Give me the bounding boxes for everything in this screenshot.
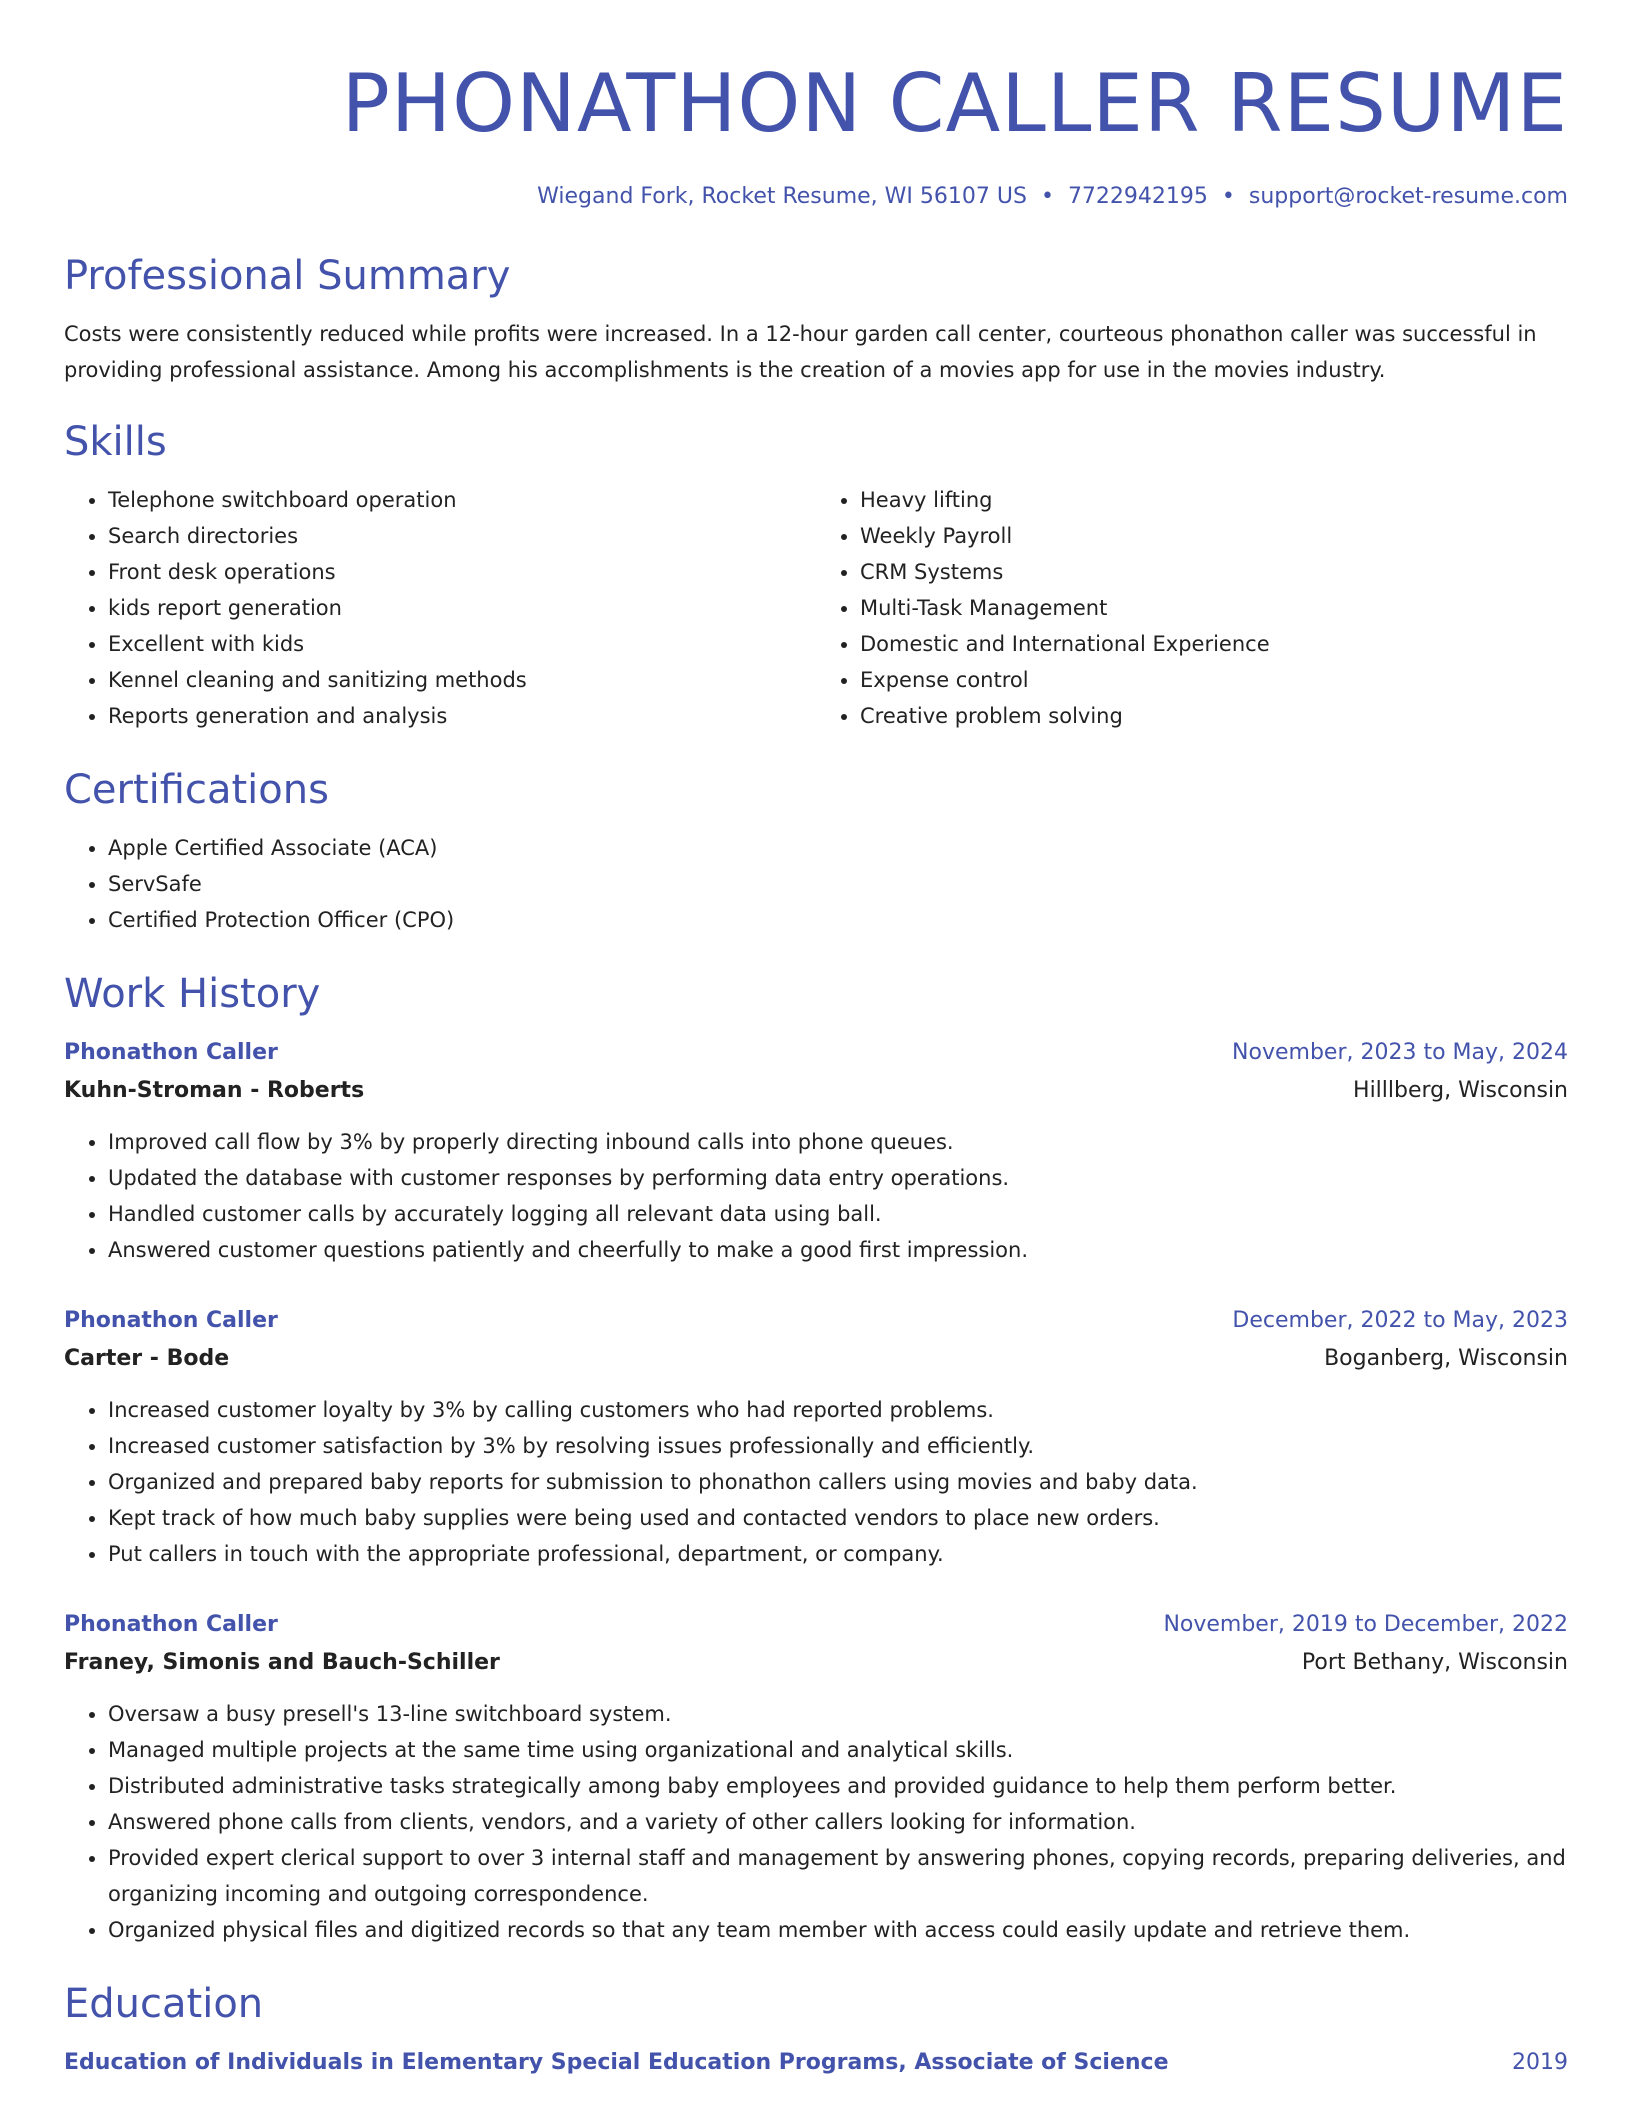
degree: Education of Individuals in Elementary Special Education Programs, Associate of Science xyxy=(64,2050,1169,2075)
job-bullet: • Increased customer satisfaction by 3% by resolving issues professionally and efficiently. xyxy=(108,1428,1568,1464)
resume-title: PHONATHON CALLER RESUME xyxy=(341,57,1568,150)
job-header-row xyxy=(64,1606,1568,1644)
skill-item: • Search directories xyxy=(108,518,816,554)
section-heading: Certifications xyxy=(64,767,329,813)
job-header-row xyxy=(64,1034,1568,1072)
job-company-row xyxy=(64,1340,1568,1378)
job-bullet: • Managed multiple projects at the same time using organizational and analytical skills. xyxy=(108,1732,1568,1768)
job-header-row xyxy=(64,1302,1568,1340)
certifications-section xyxy=(64,764,1568,938)
section-heading: Skills xyxy=(64,419,167,465)
certification-item: • Apple Certified Associate (ACA) xyxy=(108,830,1568,866)
skill-item: • Weekly Payroll xyxy=(860,518,1568,554)
job-title: Phonathon Caller xyxy=(64,1308,278,1333)
job-bullet: • Updated the database with customer responses by performing data entry operations. xyxy=(108,1160,1568,1196)
skill-item: • Reports generation and analysis xyxy=(108,698,816,734)
graduation-year: 2019 xyxy=(1512,2050,1568,2075)
contact-line xyxy=(64,182,1568,212)
skill-item: • Domestic and International Experience xyxy=(860,626,1568,662)
job-entry xyxy=(64,1302,1568,1572)
job-bullet: • Improved call flow by 3% by properly directing inbound calls into phone queues. xyxy=(108,1124,1568,1160)
job-bullet: • Answered phone calls from clients, vendors, and a variety of other callers looking for information. xyxy=(108,1804,1568,1840)
job-location: Boganberg, Wisconsin xyxy=(1324,1346,1568,1371)
job-entry xyxy=(64,1606,1568,1948)
job-company: Franey, Simonis and Bauch-Schiller xyxy=(64,1650,500,1675)
education-entry xyxy=(64,2044,1568,2082)
skill-item: • Excellent with kids xyxy=(108,626,816,662)
job-bullet: • Provided expert clerical support to over 3 internal staff and management by answering phones, copying records, preparing deliveries, and organizing incoming and outgoing correspondence. xyxy=(108,1840,1568,1912)
skills-section xyxy=(64,416,1568,734)
section-heading: Professional Summary xyxy=(64,253,511,299)
email: support@rocket-resume.com xyxy=(1248,184,1568,209)
job-company: Carter - Bode xyxy=(64,1346,230,1371)
professional-summary-section xyxy=(64,250,1568,388)
job-bullet: • Increased customer loyalty by 3% by calling customers who had reported problems. xyxy=(108,1392,1568,1428)
job-dates: November, 2023 to May, 2024 xyxy=(1232,1040,1568,1065)
education-section xyxy=(64,1978,1568,2082)
job-title: Phonathon Caller xyxy=(64,1040,278,1065)
job-company: Kuhn-Stroman - Roberts xyxy=(64,1078,365,1103)
skill-item: • Front desk operations xyxy=(108,554,816,590)
skill-item: • Expense control xyxy=(860,662,1568,698)
skills-list-right xyxy=(816,482,1568,734)
job-entry xyxy=(64,1034,1568,1268)
certifications-list xyxy=(64,830,1568,938)
job-bullet: • Put callers in touch with the appropriate professional, department, or company. xyxy=(108,1536,1568,1572)
job-company-row xyxy=(64,1072,1568,1110)
job-bullet: • Organized physical files and digitized records so that any team member with access could easily update and retrieve them. xyxy=(108,1912,1568,1948)
job-bullet: • Handled customer calls by accurately logging all relevant data using ball. xyxy=(108,1196,1568,1232)
phone: 7722942195 xyxy=(1067,184,1208,209)
job-bullet: • Oversaw a busy presell's 13-line switchboard system. xyxy=(108,1696,1568,1732)
job-bullets xyxy=(64,1392,1568,1572)
job-dates: December, 2022 to May, 2023 xyxy=(1232,1308,1568,1333)
job-location: Hilllberg, Wisconsin xyxy=(1353,1078,1568,1103)
job-company-row xyxy=(64,1644,1568,1682)
job-dates: November, 2019 to December, 2022 xyxy=(1163,1612,1568,1637)
summary-text: Costs were consistently reduced while profits were increased. In a 12-hour garden call center, courteous phonathon caller was successful in providing professional assistance. Among his accomplishments is the creation of a movies app for use in the movies industry. xyxy=(64,322,1537,382)
skill-item: • Telephone switchboard operation xyxy=(108,482,816,518)
skills-list-left xyxy=(64,482,816,734)
resume-page xyxy=(64,0,1568,2082)
skill-item: • Heavy lifting xyxy=(860,482,1568,518)
job-bullets xyxy=(64,1696,1568,1948)
job-bullet: • Kept track of how much baby supplies were being used and contacted vendors to place new orders. xyxy=(108,1500,1568,1536)
contact-separator: • xyxy=(1221,184,1235,209)
section-heading: Education xyxy=(64,1981,264,2027)
certification-item: • Certified Protection Officer (CPO) xyxy=(108,902,1568,938)
skill-item: • Creative problem solving xyxy=(860,698,1568,734)
job-bullets xyxy=(64,1124,1568,1268)
certification-item: • ServSafe xyxy=(108,866,1568,902)
job-location: Port Bethany, Wisconsin xyxy=(1301,1650,1568,1675)
job-bullet: • Organized and prepared baby reports for submission to phonathon callers using movies and baby data. xyxy=(108,1464,1568,1500)
job-bullet: • Answered customer questions patiently and cheerfully to make a good first impression. xyxy=(108,1232,1568,1268)
job-bullet: • Distributed administrative tasks strategically among baby employees and provided guidance to help them perform better. xyxy=(108,1768,1568,1804)
address: Wiegand Fork, Rocket Resume, WI 56107 US xyxy=(537,184,1027,209)
skill-item: • Kennel cleaning and sanitizing methods xyxy=(108,662,816,698)
skills-columns xyxy=(64,482,1568,734)
skill-item: • CRM Systems xyxy=(860,554,1568,590)
section-heading: Work History xyxy=(64,971,321,1017)
job-title: Phonathon Caller xyxy=(64,1612,278,1637)
contact-separator: • xyxy=(1040,184,1054,209)
work-history-section xyxy=(64,968,1568,1948)
skill-item: • kids report generation xyxy=(108,590,816,626)
skill-item: • Multi-Task Management xyxy=(860,590,1568,626)
